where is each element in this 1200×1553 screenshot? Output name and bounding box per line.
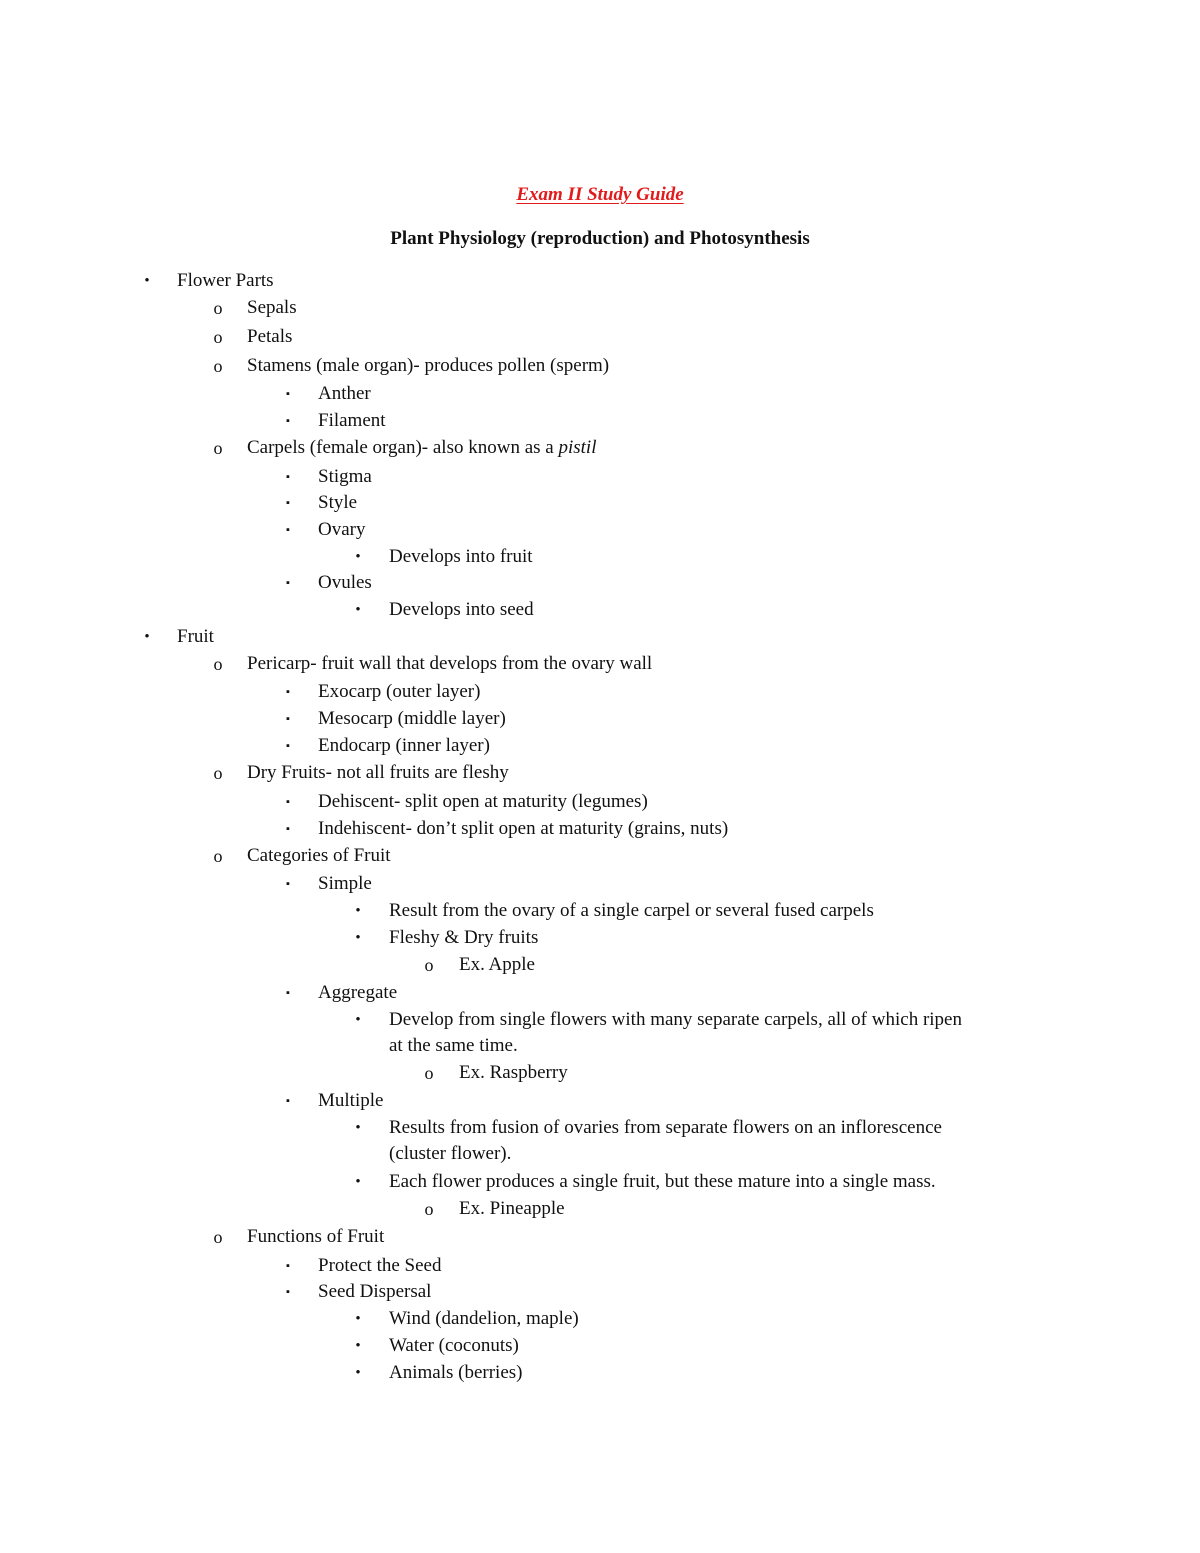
bullet-level-3: ▪: [286, 713, 290, 725]
outline-item-level-2: [247, 845, 391, 867]
outline-item-level-2: [247, 437, 596, 459]
outline-item-level-4: [389, 1117, 942, 1139]
outline-item-text: Fleshy & Dry fruits: [389, 927, 539, 948]
bullet-level-3: ▪: [286, 415, 290, 427]
bullet-level-3: ▪: [286, 823, 290, 835]
outline-item-level-4: [389, 1171, 936, 1193]
outline-item-level-3: [318, 735, 490, 757]
outline-item-text: Exocarp (outer layer): [318, 681, 481, 702]
outline-item-text: Anther: [318, 383, 371, 404]
outline-item-text: Carpels (female organ)- also known as a: [247, 437, 559, 458]
outline-item-text: Animals (berries): [389, 1362, 523, 1383]
outline-item-level-5: [459, 1198, 565, 1220]
outline-item-level-3: [318, 1090, 383, 1112]
bullet-level-3: ▪: [286, 686, 290, 698]
bullet-level-3: ▪: [286, 497, 290, 509]
outline-item-level-2: [247, 653, 652, 675]
outline-item-level-4: [389, 1308, 579, 1330]
outline-item-level-3: [318, 519, 365, 541]
bullet-level-4: •: [355, 1120, 361, 1136]
outline-item-level-4: [389, 546, 533, 568]
outline-item-level-3: [318, 410, 386, 432]
outline-item-level-3: [318, 492, 357, 514]
bullet-level-3: ▪: [286, 388, 290, 400]
outline-item-text: Ovules: [318, 572, 372, 593]
outline-item-level-4: [389, 927, 538, 949]
bullet-level-4: •: [355, 903, 361, 919]
outline-item-text: Results from fusion of ovaries from separate flowers on an inflorescence: [389, 1117, 942, 1138]
outline-item-text: Ex. Pineapple: [459, 1198, 565, 1219]
bullet-level-3: ▪: [286, 1095, 290, 1107]
bullet-level-2: o: [213, 356, 223, 376]
bullet-level-4: •: [355, 930, 361, 946]
outline-item-level-1: [177, 626, 214, 648]
outline-item-italic-term: pistil: [558, 437, 597, 458]
bullet-level-2: o: [213, 763, 223, 783]
outline-item-continuation: [389, 1035, 518, 1057]
bullet-level-3: ▪: [286, 796, 290, 808]
outline-item-text: Endocarp (inner layer): [318, 735, 490, 756]
bullet-level-1: •: [144, 273, 150, 289]
outline-item-level-4: [389, 900, 874, 922]
outline-item-text: Dry Fruits- not all fruits are fleshy: [247, 762, 509, 783]
outline-item-text: at the same time.: [389, 1035, 518, 1056]
outline-item-text: Result from the ovary of a single carpel or several fused carpels: [389, 900, 874, 921]
bullet-level-3: ▪: [286, 878, 290, 890]
outline-item-level-3: [318, 818, 728, 840]
outline-item-level-3: [318, 383, 371, 405]
bullet-level-2: o: [213, 298, 223, 318]
outline-item-level-3: [318, 982, 397, 1004]
outline-item-text: Stigma: [318, 466, 372, 487]
bullet-level-2: o: [213, 438, 223, 458]
outline-item-text: Develop from single flowers with many separate carpels, all of which ripen: [389, 1009, 962, 1030]
outline-item-text: Wind (dandelion, maple): [389, 1308, 579, 1329]
bullet-level-1: •: [144, 629, 150, 645]
bullet-level-3: ▪: [286, 471, 290, 483]
outline-item-level-4: [389, 1009, 962, 1031]
outline-item-text: Pericarp- fruit wall that develops from the ovary wall: [247, 653, 653, 674]
bullet-level-4: •: [355, 602, 361, 618]
bullet-level-4: •: [355, 1365, 361, 1381]
outline-item-text: Simple: [318, 873, 372, 894]
outline-item-text: Stamens (male organ)- produces pollen (sperm): [247, 355, 610, 376]
bullet-level-5: o: [424, 1063, 434, 1083]
outline-item-text: Filament: [318, 410, 386, 431]
bullet-level-2: o: [213, 846, 223, 866]
outline-item-text: Dehiscent- split open at maturity (legumes): [318, 791, 648, 812]
outline-item-level-3: [318, 873, 372, 895]
bullet-level-3: ▪: [286, 524, 290, 536]
outline-item-level-4: [389, 1362, 522, 1384]
bullet-level-2: o: [213, 327, 223, 347]
outline-item-level-3: [318, 466, 372, 488]
bullet-level-2: o: [213, 1227, 223, 1247]
outline-item-level-2: [247, 762, 509, 784]
outline-item-level-3: [318, 708, 506, 730]
outline-item-text: Fruit: [177, 626, 214, 647]
outline-item-text: Categories of Fruit: [247, 845, 391, 866]
outline-item-text: Ex. Raspberry: [459, 1062, 568, 1083]
outline-item-text: Ovary: [318, 519, 366, 540]
bullet-level-3: ▪: [286, 740, 290, 752]
bullet-level-5: o: [424, 955, 434, 975]
document-title: Exam II Study Guide: [516, 184, 684, 205]
outline-item-text: Flower Parts: [177, 270, 274, 291]
outline-item-continuation: [389, 1143, 511, 1165]
bullet-level-2: o: [213, 654, 223, 674]
outline-item-text: Functions of Fruit: [247, 1226, 385, 1247]
outline-item-level-1: [177, 270, 274, 292]
outline-item-text: Protect the Seed: [318, 1255, 442, 1276]
outline-item-text: Mesocarp (middle layer): [318, 708, 506, 729]
outline-item-text: Multiple: [318, 1090, 384, 1111]
bullet-level-5: o: [424, 1199, 434, 1219]
outline-item-text: Each flower produces a single fruit, but these mature into a single mass.: [389, 1171, 936, 1192]
outline-item-text: Style: [318, 492, 358, 513]
outline-item-level-4: [389, 599, 534, 621]
outline-item-level-2: [247, 297, 297, 319]
outline-item-text: Ex. Apple: [459, 954, 535, 975]
bullet-level-4: •: [355, 1338, 361, 1354]
outline-item-level-2: [247, 1226, 384, 1248]
outline-item-text: Develops into seed: [389, 599, 534, 620]
bullet-level-4: •: [355, 549, 361, 565]
bullet-level-3: ▪: [286, 577, 290, 589]
outline-item-text: Seed Dispersal: [318, 1281, 432, 1302]
outline-item-text: Indehiscent- don’t split open at maturity (grains, nuts): [318, 818, 729, 839]
outline-item-text: Aggregate: [318, 982, 398, 1003]
outline-item-level-3: [318, 1255, 441, 1277]
outline-item-text: Water (coconuts): [389, 1335, 519, 1356]
bullet-level-3: ▪: [286, 987, 290, 999]
outline-item-level-5: [459, 1062, 568, 1084]
outline-item-level-5: [459, 954, 535, 976]
outline-item-text: Petals: [247, 326, 293, 347]
outline-item-text: (cluster flower).: [389, 1143, 512, 1164]
document-subtitle: Plant Physiology (reproduction) and Photosynthesis: [390, 228, 810, 249]
bullet-level-4: •: [355, 1012, 361, 1028]
outline-item-level-2: [247, 355, 609, 377]
outline-item-text: Develops into fruit: [389, 546, 533, 567]
outline-item-level-2: [247, 326, 292, 348]
outline-item-level-3: [318, 572, 372, 594]
bullet-level-4: •: [355, 1311, 361, 1327]
bullet-level-4: •: [355, 1174, 361, 1190]
bullet-level-3: ▪: [286, 1260, 290, 1272]
outline-item-text: Sepals: [247, 297, 297, 318]
bullet-level-3: ▪: [286, 1286, 290, 1298]
outline-item-level-3: [318, 1281, 431, 1303]
outline-item-level-3: [318, 791, 648, 813]
outline-item-level-3: [318, 681, 480, 703]
outline-item-level-4: [389, 1335, 519, 1357]
